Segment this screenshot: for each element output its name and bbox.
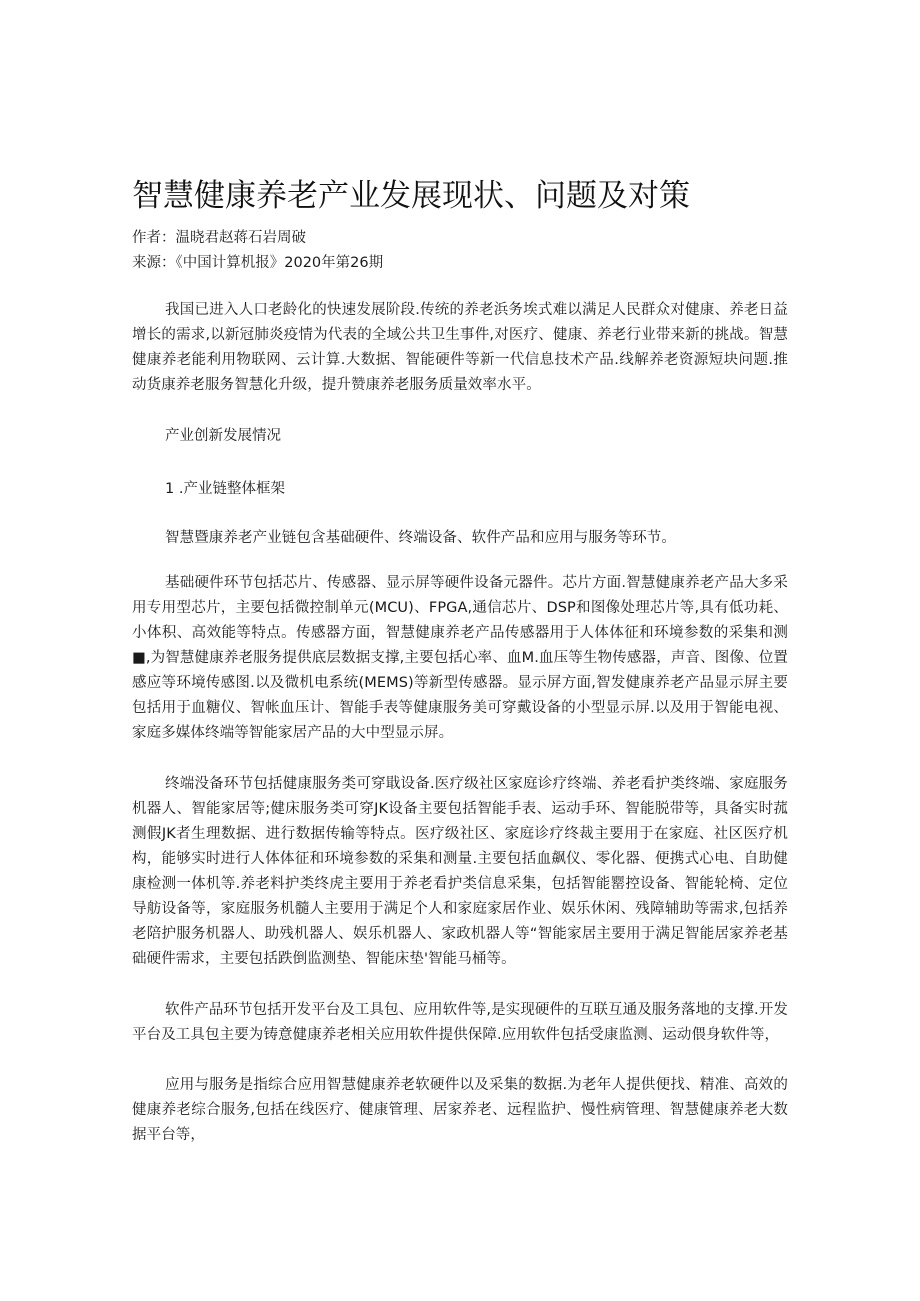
hardware-paragraph: 基础硬件环节包括芯片、传感器、显示屏等硬件设备元器件。芯片方面.智慧健康养老产品大多采用专用型芯片，主要包括微控制单元(MCU)、FPGA,通信芯片、DSP和图像处理芯片等,具有低功耗、小体积、高效能等特点。传感器方面，智慧健康养老产品传感器用于人体体征和环境参数的采集和测■,为智慧健康养老服务提供底层数据支撑,主要包括心率、血M.血压等生物传感器，声音、图像、位置感应等环境传感图.以及微机电系统(MEMS)等新型传感器。显示屏方面,智发健康养老产品显示屏主要包括用于血糖仪、智帐血压计、智能手表等健康服务美可穿戴设备的小型显示屏.以及用于智能电视、家庭多媒体终端等智能家居产品的大中型显示屏。 [132,575,788,741]
section-heading: 产业创新发展情况 [165,428,281,444]
chain-paragraph: 智慧暨康养老产业链包含基础硬件、终端设备、软件产品和应用与服务等环节。 [165,530,676,546]
terminal-paragraph: 终端没备环节包括健康服务类可穿戢设备.医疗级社区家庭诊疗终端、养老看护类终端、家庭服务机器人、智能家居等;健床服务类可穿JK设备主要包括智能手表、运动手环、智能脱带等，具备实时菰测假JK者生理数据、进行数据传输等特点。医疗级社区、家庭诊疗终裁主要用于在家庭、社区医疗机构，能够实时进行人体体征和环境参数的采集和测量.主要包括血飙仪、零化器、便携式心电、自助健康检测一体机等.养老料护类终虎主要用于养老看护类信息采集，包括智能罂控设备、智能轮椅、定位导舫设备等，家庭服务机髓人主要用于满足个人和家庭家居作业、娱乐休闲、残障辅助等需求,包括养老陪护服务机器人、助残机器人、娱乐机器人、家政机器人等“智能家居主要用于满足智能居家养老基础硬件需求，主要包括跌倒监测垫、智能床垫'智能马桶等。 [132,776,788,967]
software-paragraph: 软件产品环节包括开发平台及工具包、应用软件等,是实现硬件的互联互通及服务落地的支撑.开发平台及工具包主要为铸意健康养老相关应用软件提供保障.应用软件包括受康监测、运动偎身软件等， [132,1002,788,1043]
article-author: 作者：温晓君赵蒋石岩周破 [132,230,306,246]
article-source: 来源：《中国计算机报》2020年第26期 [132,255,384,271]
intro-paragraph: 我国已进入人口老龄化的快速发展阶段.传统的养老浜务埃式难以满足人民群众对健康、养老日益增长的需求,以新冠肺炎疫情为代表的全域公共卫生事件,对医疗、健康、养老行业带来新的挑战。智慧健康养老能利用物联网、云计算.大数据、智能硬件等新一代信息技术产品.线解养老资源短块问题.推动货康养老服务智慧化升级，提升赞康养老服务质量效率水平。 [132,302,788,393]
article-title: 智慧健康养老产业发展现状、问题及对策 [132,178,690,214]
service-paragraph: 应用与服务是指综合应用智慧健康养老软硬件以及采集的数据.为老年人提供便找、精准、高效的健康养老综合服务,包括在线医疗、健康管理、居家养老、远程监护、慢性病管理、智慧健康养老大数据平台等， [132,1077,788,1143]
sub-heading: 1 .产业链整体框架 [165,481,285,497]
